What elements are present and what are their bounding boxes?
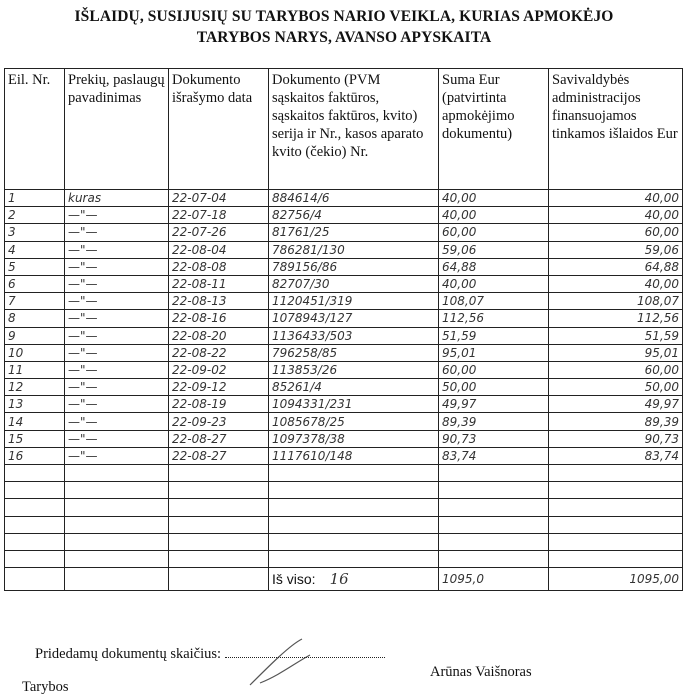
row-number: 2 (5, 207, 65, 224)
empty-cell (65, 465, 169, 482)
item-name: —"— (65, 344, 169, 361)
document-number: 113853/26 (269, 361, 439, 378)
amount: 89,39 (439, 413, 549, 430)
table-row (5, 258, 683, 275)
amount: 40,00 (439, 275, 549, 292)
document-number: 1085678/25 (269, 413, 439, 430)
item-name: kuras (65, 190, 169, 207)
empty-row (5, 482, 683, 499)
empty-cell (169, 533, 269, 550)
amount: 59,06 (439, 241, 549, 258)
table-row (5, 344, 683, 361)
empty-cell (549, 533, 683, 550)
row-number: 9 (5, 327, 65, 344)
document-date: 22-08-08 (169, 258, 269, 275)
total-label: Iš viso: (272, 570, 316, 587)
row-number: 7 (5, 293, 65, 310)
amount: 60,00 (439, 224, 549, 241)
table-row (5, 241, 683, 258)
empty-cell (439, 550, 549, 567)
document-date: 22-08-11 (169, 275, 269, 292)
document-date: 22-09-12 (169, 379, 269, 396)
item-name: —"— (65, 396, 169, 413)
table-row (5, 224, 683, 241)
empty-row (5, 533, 683, 550)
row-number: 15 (5, 430, 65, 447)
empty-cell (549, 465, 683, 482)
eligible-amount: 83,74 (549, 447, 683, 464)
truncated-label: Tarybos (22, 679, 69, 695)
empty-row (5, 516, 683, 533)
empty-cell (549, 516, 683, 533)
total-eligible-amount: 1095,00 (549, 568, 683, 591)
empty-cell (269, 499, 439, 516)
attachments-label: Pridedamų dokumentų skaičius: (35, 646, 222, 662)
empty-row (5, 499, 683, 516)
document-date: 22-08-20 (169, 327, 269, 344)
empty-row (5, 550, 683, 567)
row-number: 5 (5, 258, 65, 275)
empty-cell (169, 465, 269, 482)
empty-cell (5, 533, 65, 550)
item-name: —"— (65, 413, 169, 430)
title-line-2: TARYBOS NARYS, AVANSO APYSKAITA (196, 29, 492, 46)
header-document-number: Dokumento (PVM sąskaitos faktūros, sąskaitos faktūros, kvito) serija ir Nr., kasos aparato kvito (čekio) Nr. (269, 69, 439, 190)
table-header-row (5, 69, 683, 190)
empty-cell (5, 499, 65, 516)
item-name: —"— (65, 327, 169, 344)
empty-cell (169, 516, 269, 533)
empty-cell (169, 550, 269, 567)
empty-cell (65, 533, 169, 550)
empty-cell (549, 482, 683, 499)
amount: 95,01 (439, 344, 549, 361)
document-number: 82707/30 (269, 275, 439, 292)
eligible-amount: 40,00 (549, 190, 683, 207)
total-empty-cell (65, 568, 169, 591)
table-row (5, 190, 683, 207)
attachments-dotted-line (225, 645, 385, 658)
item-name: —"— (65, 275, 169, 292)
empty-cell (549, 499, 683, 516)
row-number: 8 (5, 310, 65, 327)
row-number: 6 (5, 275, 65, 292)
document-number: 1094331/231 (269, 396, 439, 413)
title-line-1: IŠLAIDŲ, SUSIJUSIŲ SU TARYBOS NARIO VEIKLA, KURIAS APMOKĖJO (74, 8, 614, 25)
attachments-line (35, 645, 385, 663)
table-row (5, 310, 683, 327)
item-name: —"— (65, 293, 169, 310)
amount: 83,74 (439, 447, 549, 464)
empty-cell (269, 533, 439, 550)
document-number: 1117610/148 (269, 447, 439, 464)
item-name: —"— (65, 430, 169, 447)
table-row (5, 293, 683, 310)
report-title (0, 6, 688, 48)
table-row (5, 327, 683, 344)
amount: 49,97 (439, 396, 549, 413)
table-row (5, 430, 683, 447)
document-number: 789156/86 (269, 258, 439, 275)
amount: 112,56 (439, 310, 549, 327)
document-date: 22-08-27 (169, 447, 269, 464)
table-row (5, 396, 683, 413)
eligible-amount: 40,00 (549, 207, 683, 224)
document-date: 22-08-04 (169, 241, 269, 258)
document-number: 82756/4 (269, 207, 439, 224)
eligible-amount: 112,56 (549, 310, 683, 327)
table-row (5, 447, 683, 464)
empty-cell (269, 516, 439, 533)
header-item-name: Prekių, paslaugų pavadinimas (65, 69, 169, 190)
total-row (5, 568, 683, 591)
item-name: —"— (65, 207, 169, 224)
expense-table (4, 68, 683, 591)
table-row (5, 379, 683, 396)
document-date: 22-08-13 (169, 293, 269, 310)
document-date: 22-09-23 (169, 413, 269, 430)
document-number: 786281/130 (269, 241, 439, 258)
header-eligible-amount: Savivaldybės administracijos finansuojamos tinkamos išlaidos Eur (549, 69, 683, 190)
row-number: 13 (5, 396, 65, 413)
amount: 50,00 (439, 379, 549, 396)
empty-cell (5, 550, 65, 567)
document-number: 1078943/127 (269, 310, 439, 327)
empty-cell (5, 465, 65, 482)
item-name: —"— (65, 258, 169, 275)
table-row (5, 361, 683, 378)
empty-cell (169, 482, 269, 499)
table-body (5, 190, 683, 591)
eligible-amount: 50,00 (549, 379, 683, 396)
document-date: 22-07-18 (169, 207, 269, 224)
empty-cell (65, 516, 169, 533)
header-row-number: Eil. Nr. (5, 69, 65, 190)
document-date: 22-08-19 (169, 396, 269, 413)
table-row (5, 413, 683, 430)
document-number: 1136433/503 (269, 327, 439, 344)
empty-cell (439, 499, 549, 516)
eligible-amount: 64,88 (549, 258, 683, 275)
item-name: —"— (65, 241, 169, 258)
amount: 40,00 (439, 190, 549, 207)
total-empty-cell (5, 568, 65, 591)
row-number: 10 (5, 344, 65, 361)
eligible-amount: 49,97 (549, 396, 683, 413)
empty-cell (169, 499, 269, 516)
document-number: 85261/4 (269, 379, 439, 396)
eligible-amount: 90,73 (549, 430, 683, 447)
row-number: 16 (5, 447, 65, 464)
empty-cell (65, 482, 169, 499)
document-number: 1120451/319 (269, 293, 439, 310)
eligible-amount: 59,06 (549, 241, 683, 258)
empty-cell (439, 516, 549, 533)
empty-cell (439, 533, 549, 550)
row-number: 3 (5, 224, 65, 241)
item-name: —"— (65, 447, 169, 464)
signer-name: Arūnas Vaišnoras (430, 664, 532, 680)
document-date: 22-08-16 (169, 310, 269, 327)
empty-cell (269, 465, 439, 482)
eligible-amount: 60,00 (549, 224, 683, 241)
empty-cell (5, 482, 65, 499)
eligible-amount: 51,59 (549, 327, 683, 344)
eligible-amount: 108,07 (549, 293, 683, 310)
document-number: 81761/25 (269, 224, 439, 241)
header-document-date: Dokumento išrašymo data (169, 69, 269, 190)
empty-row (5, 465, 683, 482)
total-count: 16 (329, 569, 349, 588)
document-number: 1097378/38 (269, 430, 439, 447)
table-row (5, 207, 683, 224)
row-number: 14 (5, 413, 65, 430)
total-empty-cell (169, 568, 269, 591)
amount: 51,59 (439, 327, 549, 344)
row-number: 12 (5, 379, 65, 396)
eligible-amount: 95,01 (549, 344, 683, 361)
empty-cell (269, 550, 439, 567)
empty-cell (65, 499, 169, 516)
document-number: 884614/6 (269, 190, 439, 207)
document-date: 22-07-04 (169, 190, 269, 207)
amount: 60,00 (439, 361, 549, 378)
total-label-cell (269, 568, 439, 591)
empty-cell (439, 482, 549, 499)
header-amount: Suma Eur (patvirtinta apmokėjimo dokumentu) (439, 69, 549, 190)
amount: 108,07 (439, 293, 549, 310)
amount: 64,88 (439, 258, 549, 275)
row-number: 4 (5, 241, 65, 258)
empty-cell (269, 482, 439, 499)
eligible-amount: 60,00 (549, 361, 683, 378)
document-date: 22-08-27 (169, 430, 269, 447)
item-name: —"— (65, 224, 169, 241)
eligible-amount: 40,00 (549, 275, 683, 292)
document-date: 22-09-02 (169, 361, 269, 378)
eligible-amount: 89,39 (549, 413, 683, 430)
item-name: —"— (65, 361, 169, 378)
empty-cell (65, 550, 169, 567)
empty-cell (5, 516, 65, 533)
document-number: 796258/85 (269, 344, 439, 361)
amount: 90,73 (439, 430, 549, 447)
item-name: —"— (65, 310, 169, 327)
total-amount: 1095,0 (439, 568, 549, 591)
amount: 40,00 (439, 207, 549, 224)
empty-cell (439, 465, 549, 482)
table-row (5, 275, 683, 292)
row-number: 11 (5, 361, 65, 378)
row-number: 1 (5, 190, 65, 207)
item-name: —"— (65, 379, 169, 396)
empty-cell (549, 550, 683, 567)
document-date: 22-07-26 (169, 224, 269, 241)
document-date: 22-08-22 (169, 344, 269, 361)
